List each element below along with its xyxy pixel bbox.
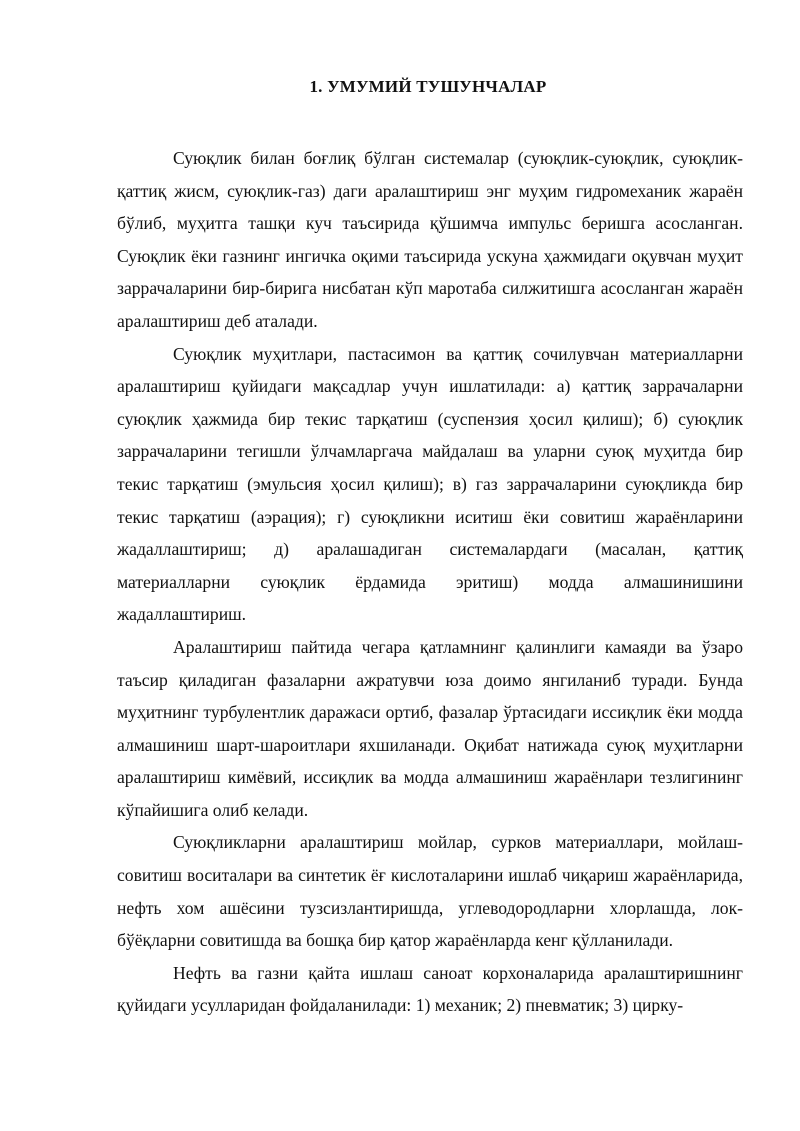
document-body: [117, 142, 743, 1022]
paragraph-2: Суюқлик муҳитлари, пастасимон ва қаттиқ сочилувчан материалларни аралаштириш қуйидаги мақсадлар учун ишлатилади: а) қаттиқ заррачаларни суюқлик ҳажмида бир текис тарқатиш (суспензия ҳосил қилиш); б) суюқлик заррачаларини тегишли ўлчамларгача майдалаш ва уларни суюқ муҳитда бир текис тарқатиш (эмульсия ҳосил қилиш); в) газ заррачаларини суюқликда бир текис тарқатиш (аэрация); г) суюқликни иситиш ёки совитиш жараёнларини жадаллаштириш; д) аралашадиган системалардаги (масалан, қаттиқ материалларни суюқлик ёрдамида эритиш) модда алмашинишини жадаллаштириш.: [117, 343, 743, 625]
page-title: 1. УМУМИЙ ТУШУНЧАЛАР: [309, 77, 547, 96]
paragraph-1: Суюқлик билан боғлиқ бўлган системалар (суюқлик-суюқлик, суюқлик-қаттиқ жисм, суюқлик-газ) даги аралаштириш энг муҳим гидромеханик жараён бўлиб, муҳитга ташқи куч таъсирида қўшимча импульс беришга асосланган. Суюқлик ёки газнинг ингичка оқими таъсирида ускуна ҳажмидаги оқувчан муҳит заррачаларини бир-бирига нисбатан кўп маротаба силжитишга асосланган жараён аралаштириш деб аталади.: [117, 148, 743, 331]
paragraph-5: Нефть ва газни қайта ишлаш саноат корхоналарида аралаштиришнинг қуйидаги усулларидан фойдаланилади: 1) механик; 2) пневматик; 3) цирку-: [117, 962, 743, 1016]
paragraph-4: Суюқликларни аралаштириш мойлар, сурков материаллари, мойлаш-совитиш воситалари ва синтетик ёғ кислоталарини ишлаб чиқариш жараёнларида, нефть хом ашёсини тузсизлантиришда, углеводородларни хлорлашда, лок-бўёқларни совитишда ва бошқа бир қатор жараёнларда кенг қўлланилади.: [117, 832, 743, 951]
paragraph-3: Аралаштириш пайтида чегара қатламнинг қалинлиги камаяди ва ўзаро таъсир қиладиган фазаларни ажратувчи юза доимо янгиланиб туради. Бунда муҳитнинг турбулентлик даражаси ортиб, фазалар ўртасидаги иссиқлик ёки модда алмашиниш шарт-шароитлари яхшиланади. Оқибат натижада суюқ муҳитларни аралаштириш кимёвий, иссиқлик ва модда алмашиниш жараёнлари тезлигининг кўпайишига олиб келади.: [117, 636, 743, 820]
